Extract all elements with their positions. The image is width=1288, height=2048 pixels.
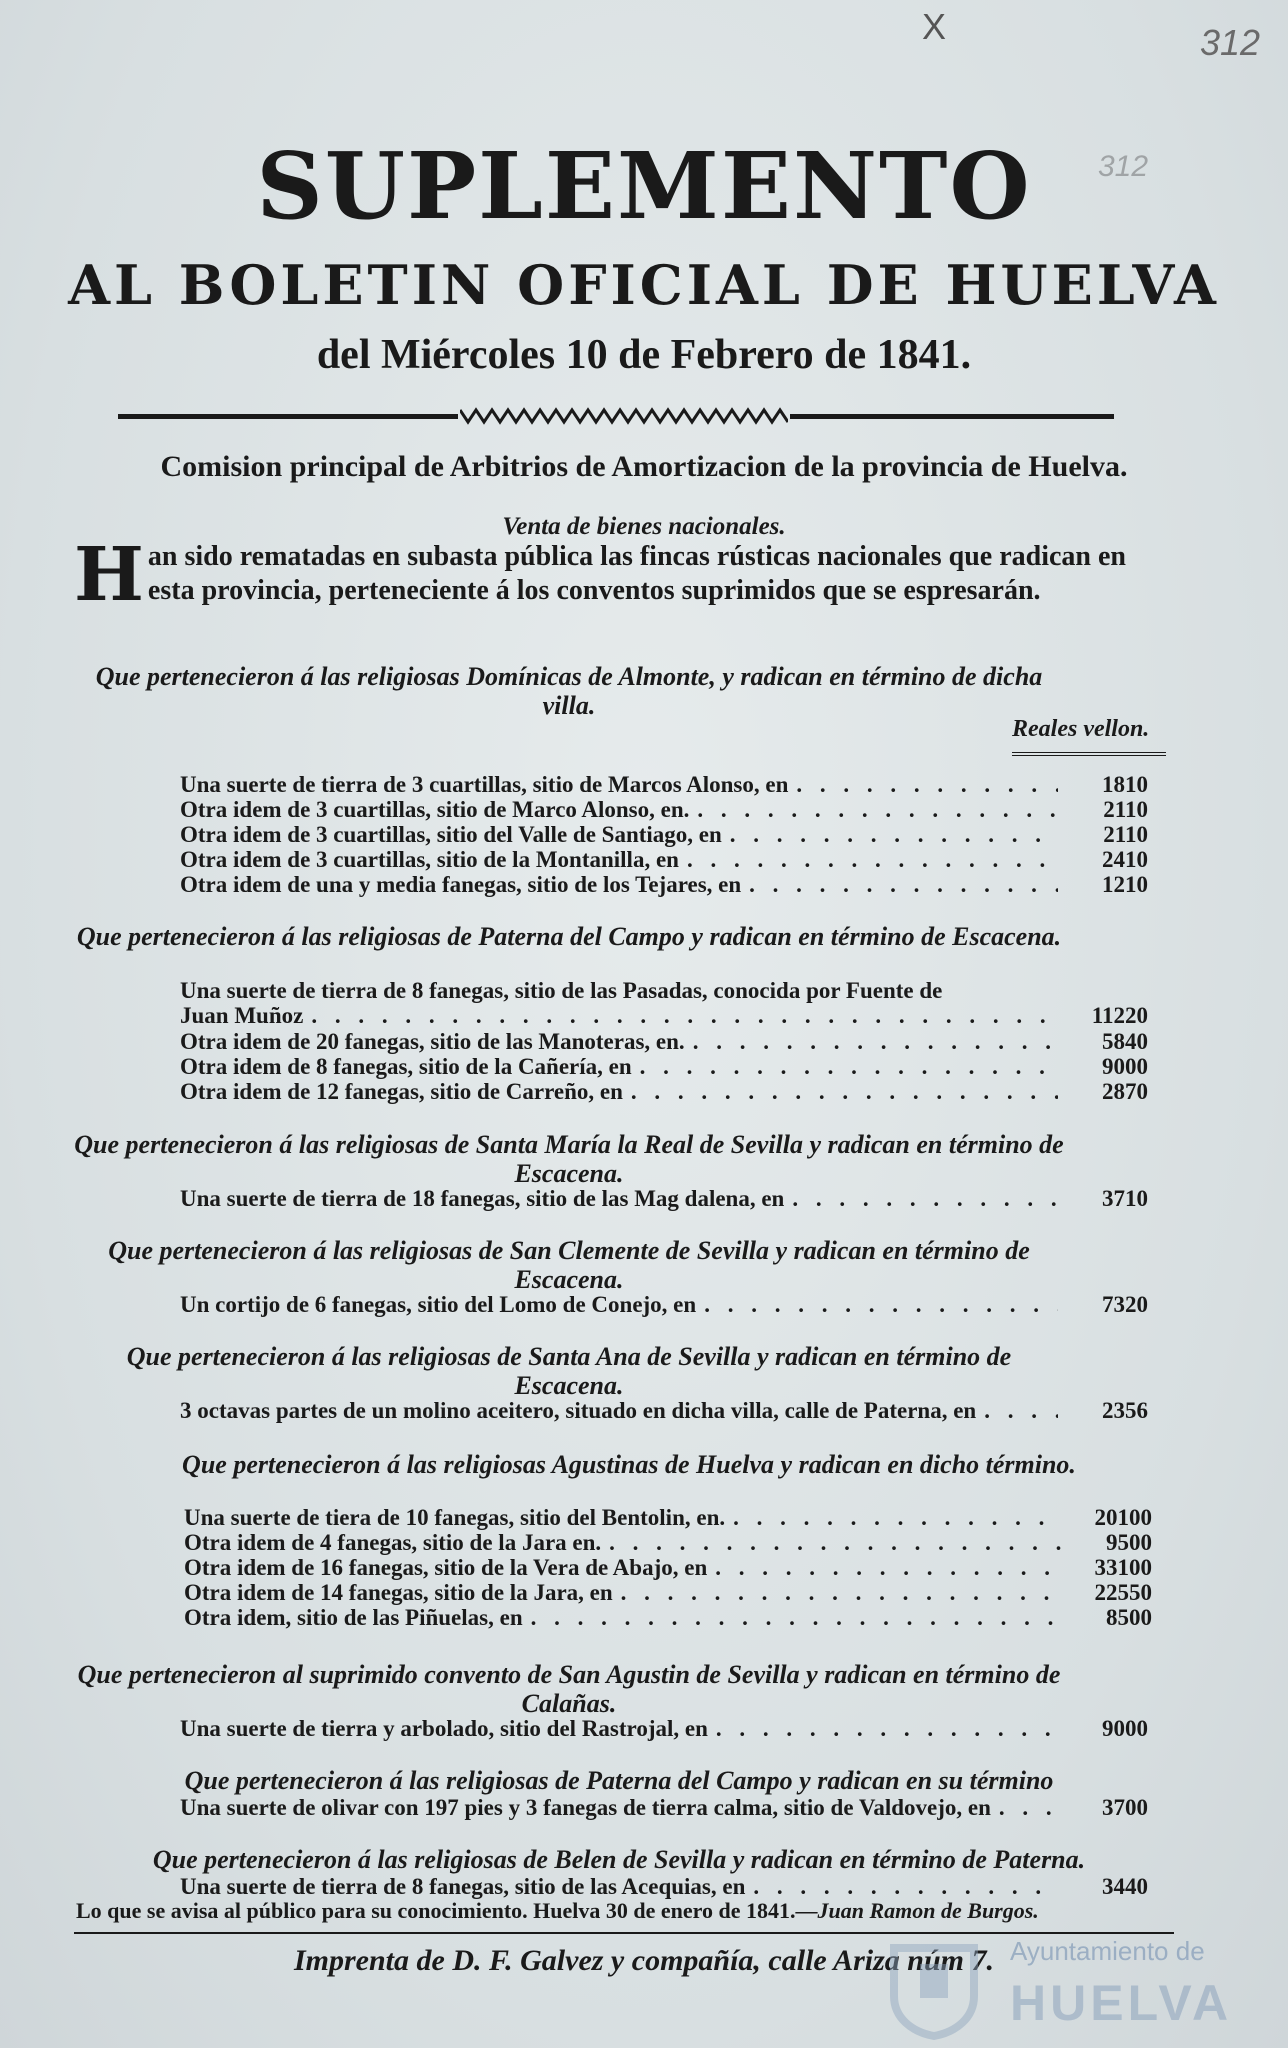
closing-text: Lo que se avisa al público para su conocimiento. Huelva 30 de enero de 1841.— xyxy=(76,1898,818,1923)
document-title: SUPLEMENTO xyxy=(256,132,1032,240)
closing-notice xyxy=(76,1898,1039,1924)
signature: Juan Ramon de Burgos. xyxy=(817,1898,1039,1923)
list-item: Una suerte de tiera de 10 fanegas, sitio del Bentolin, en. . . . 20100 xyxy=(184,1505,1152,1531)
list-item: Otra idem de 16 fanegas, sitio de la Vera de Abajo, en . . . 33100 xyxy=(184,1555,1152,1581)
list-item: Otra idem de 12 fanegas, sitio de Carreño, en . . . 2870 xyxy=(180,1079,1148,1105)
handwritten-mark-x: X xyxy=(922,6,947,47)
list-item: Un cortijo de 6 fanegas, sitio del Lomo de Conejo, en . . . 7320 xyxy=(180,1292,1148,1318)
section-heading: Que pertenecieron al suprimido convento de San Agustin de Sevilla y radican en término de Calañas. xyxy=(77,1660,1061,1718)
price-value: 3440 xyxy=(1102,1874,1148,1899)
list-item: Una suerte de tierra de 18 fanegas, sitio de las Mag dalena, en . . . 3710 xyxy=(180,1186,1148,1212)
price-value: 7320 xyxy=(1102,1292,1148,1317)
price-value: 5840 xyxy=(1102,1029,1148,1054)
price-value: 3700 xyxy=(1102,1795,1148,1820)
price-value: 9000 xyxy=(1102,1716,1148,1741)
list-item: Otra idem de 3 cuartillas, sitio del Valle de Santiago, en . . . 2110 xyxy=(180,822,1148,848)
section-heading: Que pertenecieron á las religiosas de Paterna del Campo y radican en término de Escacena. xyxy=(76,922,1062,951)
list-item: Otra idem de 3 cuartillas, sitio de la Montanilla, en . . . 2410 xyxy=(180,847,1148,873)
list-item-continuation: Juan Muñoz . . . 11220 xyxy=(180,1003,1148,1029)
watermark-text-huelva: HUELVA xyxy=(1010,1975,1233,2031)
section-heading: Que pertenecieron á las religiosas de San Clemente de Sevilla y radican en término de Escacena. xyxy=(108,1236,1030,1294)
handwritten-folio-number: 312 xyxy=(1200,22,1261,63)
list-item: 3 octavas partes de un molino aceitero, situado en dicha villa, calle de Paterna, en . . . 2356 xyxy=(180,1398,1148,1424)
price-value: 9000 xyxy=(1102,1054,1148,1079)
price-value: 8500 xyxy=(1106,1605,1152,1630)
intro-paragraph xyxy=(74,532,1174,618)
price-value: 1210 xyxy=(1102,872,1148,897)
list-item: Una suerte de tierra de 8 fanegas, sitio de las Acequias, en . . . 3440 xyxy=(180,1874,1148,1900)
list-item: Una suerte de tierra de 8 fanegas, sitio de las Pasadas, conocida por Fuente de xyxy=(180,978,943,1003)
column-header-reales: Reales vellon. xyxy=(1012,716,1150,742)
watermark-text: Ayuntamiento de xyxy=(1010,1936,1205,1966)
sale-heading: Venta de bienes nacionales. xyxy=(502,513,786,540)
list-item: Otra idem, sitio de las Piñuelas, en . . . 8500 xyxy=(184,1605,1152,1631)
list-item: Otra idem de una y media fanegas, sitio de los Tejares, en . . . 1210 xyxy=(180,872,1148,898)
price-value: 33100 xyxy=(1094,1555,1152,1580)
price-value: 2410 xyxy=(1102,847,1148,872)
section-heading: Que pertenecieron á las religiosas Domínicas de Almonte, y radican en término de dicha villa. xyxy=(95,662,1043,720)
section-heading: Que pertenecieron á las religiosas de Santa Ana de Sevilla y radican en término de Escacena. xyxy=(126,1342,1012,1400)
section-heading: Que pertenecieron á las religiosas de Belen de Sevilla y radican en término de Paterna. xyxy=(152,1845,1086,1874)
price-value: 2870 xyxy=(1102,1079,1148,1104)
list-item: Una suerte de olivar con 197 pies y 3 fanegas de tierra calma, sitio de Valdovejo, en . . . 3700 xyxy=(180,1795,1148,1821)
list-item: Una suerte de tierra de 3 cuartillas, sitio de Marcos Alonso, en . . . 1810 xyxy=(180,772,1148,798)
printer-imprint: Imprenta de D. F. Galvez y compañía, calle Ariza núm 7. xyxy=(293,1944,995,1977)
price-value: 22550 xyxy=(1094,1580,1152,1605)
list-item: Otra idem de 14 fanegas, sitio de la Jara, en . . . 22550 xyxy=(184,1580,1152,1606)
section-heading: Que pertenecieron á las religiosas de Paterna del Campo y radican en su término xyxy=(184,1766,1054,1795)
section-heading: Que pertenecieron á las religiosas Agustinas de Huelva y radican en dicho término. xyxy=(182,1450,1076,1479)
price-value: 2110 xyxy=(1103,822,1148,847)
list-item: Otra idem de 4 fanegas, sitio de la Jara en. . . . 9500 xyxy=(184,1530,1152,1556)
price-value: 2356 xyxy=(1102,1398,1148,1423)
faint-folio-number: 312 xyxy=(1098,150,1149,183)
price-value: 2110 xyxy=(1103,797,1148,822)
price-value: 1810 xyxy=(1102,772,1148,797)
list-item: Una suerte de tierra y arbolado, sitio del Rastrojal, en . . . 9000 xyxy=(180,1716,1148,1742)
column-header-rule xyxy=(1012,752,1166,756)
document-date: del Miércoles 10 de Febrero de 1841. xyxy=(316,332,972,378)
list-item: Otra idem de 8 fanegas, sitio de la Cañería, en . . . 9000 xyxy=(180,1054,1148,1080)
price-value: 20100 xyxy=(1094,1505,1152,1530)
document-subtitle: AL BOLETIN OFICIAL DE HUELVA xyxy=(68,253,1220,317)
list-item: Otra idem de 3 cuartillas, sitio de Marco Alonso, en. . . . 2110 xyxy=(180,797,1148,823)
ornamental-rule-center xyxy=(460,404,788,426)
ornamental-rule-right xyxy=(790,414,1114,419)
intro-text: an sido rematadas en subasta pública las fincas rústicas nacionales que radican en esta provincia, perteneciente á los conventos suprimidos que se espresarán. xyxy=(147,541,1126,606)
list-item: Otra idem de 20 fanegas, sitio de las Manoteras, en. . . . 5840 xyxy=(180,1029,1148,1055)
ornamental-rule-left xyxy=(118,414,458,419)
price-value: 9500 xyxy=(1106,1530,1152,1555)
section-heading: Que pertenecieron á las religiosas de Santa María la Real de Sevilla y radican en término de Escacena. xyxy=(74,1130,1064,1188)
price-value: 11220 xyxy=(1091,1003,1148,1028)
price-value: 3710 xyxy=(1102,1186,1148,1211)
drop-cap: H xyxy=(74,532,144,618)
commission-heading: Comision principal de Arbitrios de Amortizacion de la provincia de Huelva. xyxy=(160,450,1128,483)
